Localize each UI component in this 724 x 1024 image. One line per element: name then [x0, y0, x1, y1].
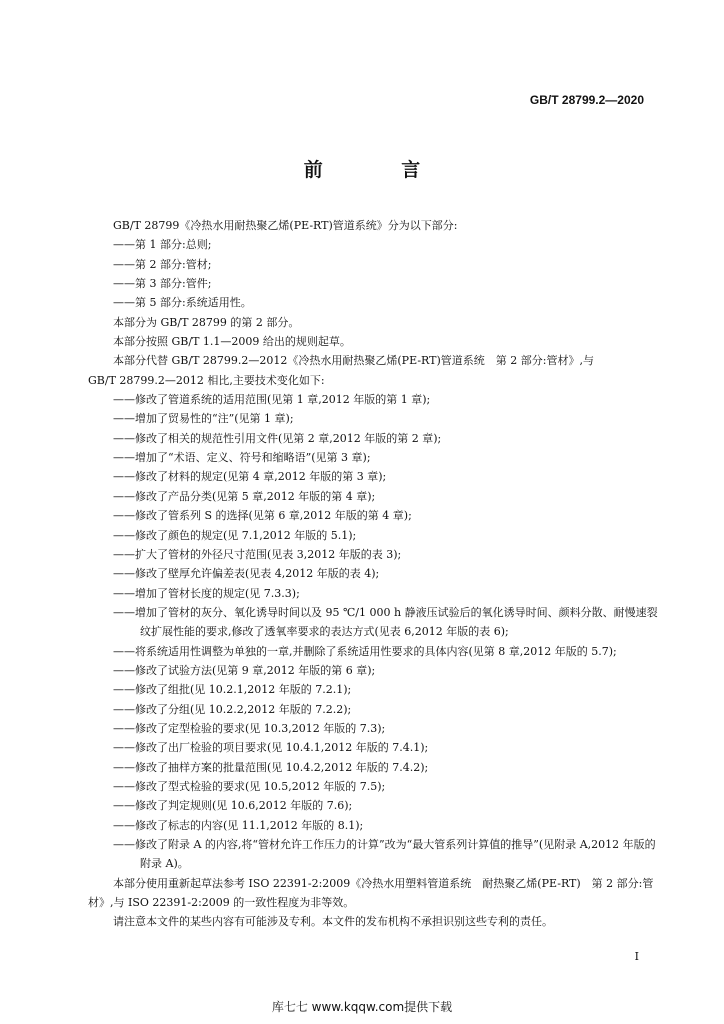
list-item: ——修改了材料的规定(见第 4 章,2012 年版的第 3 章); [113, 470, 387, 484]
list-item: ——修改了管道系统的适用范围(见第 1 章,2012 年版的第 1 章); [113, 393, 431, 407]
paragraph: 本部分使用重新起草法参考 ISO 22391-2:2009《冷热水用塑料管道系统 耐热聚乙烯(PE-RT) 第 2 部分:管材》,与 ISO 22391-2:2009 的一致性程度为非等效。 [88, 876, 654, 910]
list-item: ——修改了试验方法(见第 9 章,2012 年版的第 6 章); [113, 663, 376, 677]
standard-code: GB/T 28799.2—2020 [529, 93, 644, 107]
list-item: ——第 3 部分:管件; [113, 277, 212, 291]
list-item: ——修改了产品分类(见第 5 章,2012 年版的第 4 章); [113, 489, 376, 503]
paragraph: GB/T 28799《冷热水用耐热聚乙烯(PE-RT)管道系统》分为以下部分: [113, 219, 458, 232]
page-number: I [634, 950, 639, 963]
list-item: ——修改了分组(见 10.2.2,2012 年版的 7.2.2); [113, 702, 352, 716]
list-item: ——修改了抽样方案的批量范围(见 10.4.2,2012 年版的 7.4.2); [113, 760, 429, 774]
list-item: ——第 5 部分:系统适用性。 [113, 296, 252, 310]
foreword-body [88, 216, 658, 932]
paragraph: 本部分代替 GB/T 28799.2—2012《冷热水用耐热聚乙烯(PE-RT)管道系统 第 2 部分:管材》,与 [113, 354, 594, 368]
list-item: ——增加了管材的灰分、氧化诱导时间以及 95 ℃/1 000 h 静液压试验后的氧化诱导时间、颜料分散、耐慢速裂纹扩展性能的要求,修改了透氧率要求的表达方式(见表 6,2012 年版的表 6); [113, 605, 658, 639]
list-item: ——修改了壁厚允许偏差表(见表 4,2012 年版的表 4); [113, 567, 380, 581]
paragraph: 本部分按照 GB/T 1.1—2009 给出的规则起草。 [113, 335, 351, 349]
list-item: ——修改了组批(见 10.2.1,2012 年版的 7.2.1); [113, 683, 352, 697]
list-item: ——第 1 部分:总则; [113, 238, 212, 252]
list-item: ——将系统适用性调整为单独的一章,并删除了系统适用性要求的具体内容(见第 8 章,2012 年版的 5.7); [113, 644, 617, 658]
list-item: ——修改了出厂检验的项目要求(见 10.4.1,2012 年版的 7.4.1); [113, 741, 429, 755]
list-item: ——修改了定型检验的要求(见 10.3,2012 年版的 7.3); [113, 721, 386, 735]
paragraph: 请注意本文件的某些内容有可能涉及专利。本文件的发布机构不承担识别这些专利的责任。 [113, 915, 553, 929]
download-footer: 库七七 www.kqqw.com提供下载 [271, 1000, 453, 1014]
list-item: ——增加了“术语、定义、符号和缩略语”(见第 3 章); [113, 451, 371, 465]
paragraph: 本部分为 GB/T 28799 的第 2 部分。 [113, 315, 300, 329]
list-item: ——修改了相关的规范性引用文件(见第 2 章,2012 年版的第 2 章); [113, 431, 442, 445]
list-item: ——修改了型式检验的要求(见 10.5,2012 年版的 7.5); [113, 779, 386, 793]
page-title: 前 言 [303, 159, 457, 181]
list-item: ——修改了颜色的规定(见 7.1,2012 年版的 5.1); [113, 528, 357, 542]
list-item: ——修改了附录 A 的内容,将“管材允许工作压力的计算”改为“最大管系列计算值的推导”(见附录 A,2012 年版的附录 A)。 [113, 838, 656, 871]
list-item: ——增加了贸易性的“注”(见第 1 章); [113, 412, 294, 426]
list-item: ——扩大了管材的外径尺寸范围(见表 3,2012 年版的表 3); [113, 547, 402, 561]
list-item: ——修改了管系列 S 的选择(见第 6 章,2012 年版的第 4 章); [113, 509, 412, 523]
list-item: ——修改了判定规则(见 10.6,2012 年版的 7.6); [113, 799, 353, 813]
list-item: ——修改了标志的内容(见 11.1,2012 年版的 8.1); [113, 818, 364, 832]
list-item: ——增加了管材长度的规定(见 7.3.3); [113, 586, 300, 600]
list-item: ——第 2 部分:管材; [113, 257, 212, 271]
paragraph: GB/T 28799.2—2012 相比,主要技术变化如下: [88, 373, 325, 387]
